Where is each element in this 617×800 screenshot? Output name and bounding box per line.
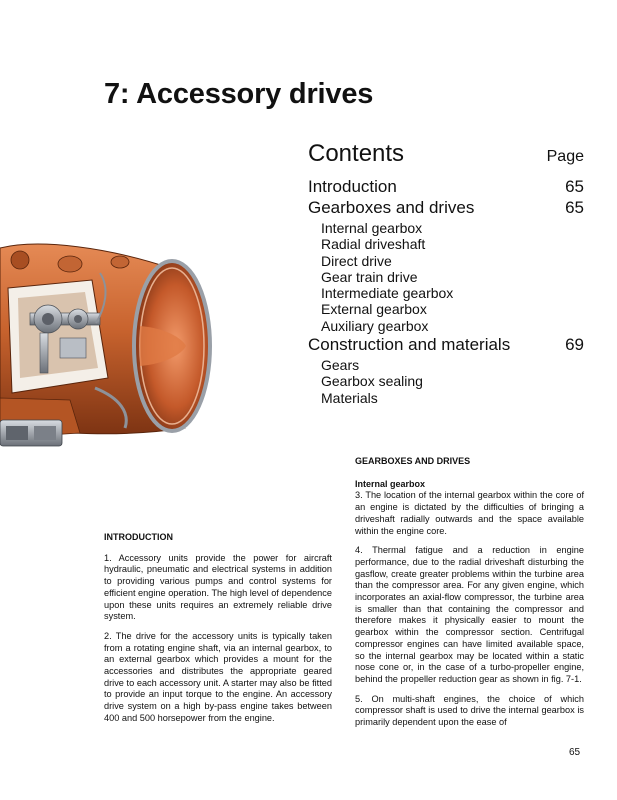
table-of-contents <box>308 140 584 406</box>
contents-header <box>308 140 584 172</box>
toc-subentry: Internal gearbox <box>321 220 423 236</box>
toc-entry <box>308 197 584 218</box>
toc-entry-page: 69 <box>565 335 584 355</box>
chapter-title: 7: Accessory drives <box>104 78 374 110</box>
toc-entry-title: Introduction <box>308 177 397 196</box>
toc-subentry: Materials <box>321 389 378 406</box>
toc-subentry: Auxiliary gearbox <box>321 317 429 334</box>
paragraph: 3. The location of the internal gearbox within the core of an engine is dictated by the difficulties of bringing a driveshaft radially outwards and the space available within the engine core. <box>355 490 584 536</box>
engine-cutaway-illustration <box>0 228 220 463</box>
toc-subentry: Gears <box>321 357 360 374</box>
page-number: 65 <box>569 747 581 758</box>
toc-subentry: Radial driveshaft <box>321 236 426 253</box>
page-column-label: Page <box>546 148 584 165</box>
toc-subentry: Gear train drive <box>321 268 418 285</box>
section-heading: GEARBOXES AND DRIVES <box>355 456 471 466</box>
toc-entry-page: 65 <box>565 177 584 196</box>
section-heading: INTRODUCTION <box>104 532 173 542</box>
paragraph: 5. On multi-shaft engines, the choice of which compressor shaft is used to drive the internal gearbox is primarily dependent upon the ease of <box>355 693 584 728</box>
toc-entry-page: 65 <box>565 198 584 217</box>
paragraph: 1. Accessory units provide the power for aircraft hydraulic, pneumatic and electrical systems in addition to providing various pumps and control systems for efficient engine operation. The high level of dependence upon these units requires an extremely reliable drive system. <box>104 552 332 622</box>
toc-subentry: External gearbox <box>321 301 427 318</box>
toc-entry-title: Construction and materials <box>308 335 511 355</box>
subsection-heading: Internal gearbox <box>355 478 426 489</box>
gearboxes-section <box>355 456 584 737</box>
toc-entry <box>308 334 584 355</box>
paragraph: 2. The drive for the accessory units is typically taken from a rotating engine shaft, via an internal gearbox, to an external gearbox which provides a mount for the accessories and distributes the appropriate geared drive to each accessory unit. A starter may also be fitted to provide an input torque to the engine. An accessory drive system on a high by-pass engine takes between 400 and 500 horsepower from the engine. <box>104 630 332 723</box>
paragraph: 4. Thermal fatigue and a reduction in engine performance, due to the radial driveshaft disturbing the gasflow, create greater problems within the turbine area than the compressor area. For any given engine, which incorporates an axial-flow compressor, the turbine area is smaller than that containing the compressor and therefore makes it physically easier to mount the gearbox within the compressor section. Centrifugal compressor engines can have limited available space, so the internal gearbox may be located within a static nose cone or, in the case of a turbo-propeller engine, behind the propeller reduction gear as shown in fig. 7-1. <box>355 545 584 684</box>
toc-subentry: Gearbox sealing <box>321 373 423 390</box>
introduction-section <box>104 532 332 733</box>
toc-subentry: Intermediate gearbox <box>321 285 454 302</box>
contents-heading: Contents <box>308 140 405 167</box>
toc-subentry: Direct drive <box>321 252 392 269</box>
toc-entry-title: Gearboxes and drives <box>308 198 475 217</box>
toc-entry <box>308 176 584 197</box>
